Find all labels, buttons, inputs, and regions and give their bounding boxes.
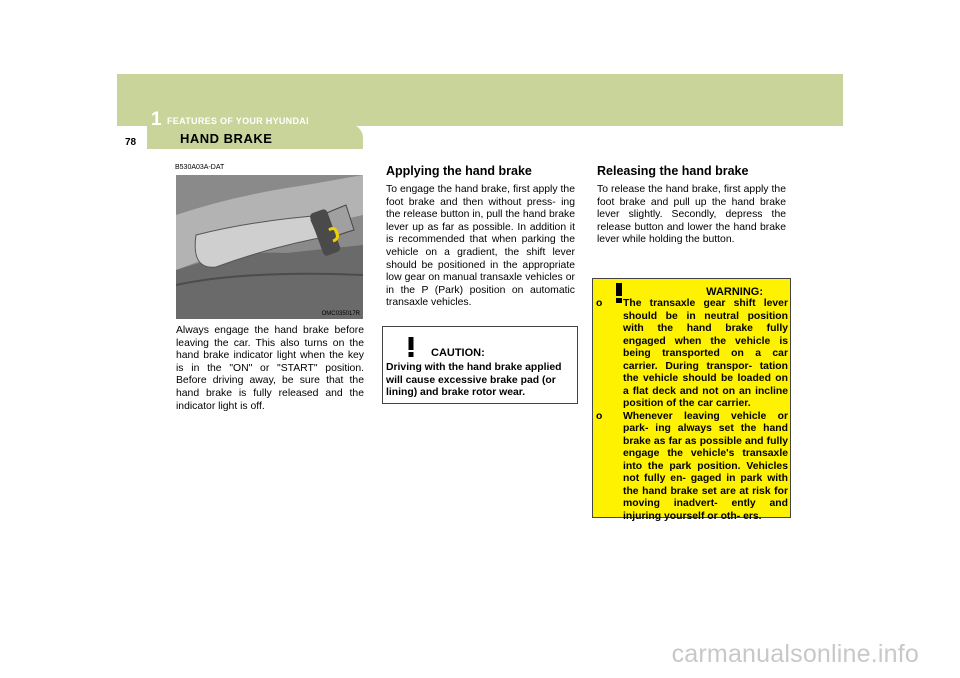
releasing-heading: Releasing the hand brake	[597, 164, 749, 178]
watermark[interactable]: carmanualsonline.info	[671, 640, 919, 668]
warning-item-text: The transaxle gear shift lever should be in neutral position with the hand brake fully engaged when the vehicle is being transported on a car carrier. During transpor- tation the vehicle should be loaded on a flat deck and not on an incline position of the car carrier.	[623, 298, 788, 409]
applying-paragraph: To engage the hand brake, first apply the foot brake and then without press- ing the release button in, pull the hand brake lever up as far as possible. In addition it is recommended that when parking the vehicle on a gradient, the shift lever should be positioned in the appropriate low gear on manual transaxle vehicles or in the P (Park) position on automatic transaxle vehicles.	[386, 184, 575, 309]
hand-brake-illustration	[176, 175, 363, 319]
section-title: HAND BRAKE	[180, 131, 273, 146]
hand-brake-intro-paragraph: Always engage the hand brake before leaving the car. This also turns on the hand brake indicator light when the key is in the "ON" or "START" position. Before driving away, be sure that the hand brake is fully released and the indicator light is off.	[176, 325, 364, 412]
warning-item	[596, 298, 788, 411]
warning-item-text: Whenever leaving vehicle or park- ing always set the hand brake as far as possible and fully engage the vehicle's transaxle into the park position. Vehicles not fully en- gaged in park with the hand brake set are at risk for moving inadvert- ently and injuring yourself or oth- ers.	[623, 410, 788, 522]
caution-title: CAUTION:	[431, 347, 485, 359]
caution-text: Driving with the hand brake applied will cause excessive brake pad (or lining) and brake rotor wear.	[386, 362, 562, 398]
chapter-number: 1	[151, 109, 162, 130]
bullet: o	[596, 410, 603, 422]
page-number: 78	[125, 137, 137, 148]
hand-brake-photo	[176, 175, 363, 319]
exclamation-triangle-icon	[396, 331, 426, 364]
image-caption: OMC035017R	[321, 311, 360, 317]
warning-box	[592, 278, 791, 522]
caution-box	[382, 326, 578, 404]
section-code: B530A03A-DAT	[175, 164, 225, 171]
warning-title: WARNING:	[706, 286, 763, 298]
applying-heading: Applying the hand brake	[386, 164, 532, 178]
chapter-title: FEATURES OF YOUR HYUNDAI	[167, 116, 309, 126]
bullet: o	[596, 298, 603, 309]
warning-list	[596, 298, 788, 523]
warning-item	[596, 411, 788, 524]
releasing-paragraph: To release the hand brake, first apply the foot brake and pull up the hand brake lever slightly. Secondly, depress the release button and lower the hand brake lever while holding the button.	[597, 184, 786, 246]
